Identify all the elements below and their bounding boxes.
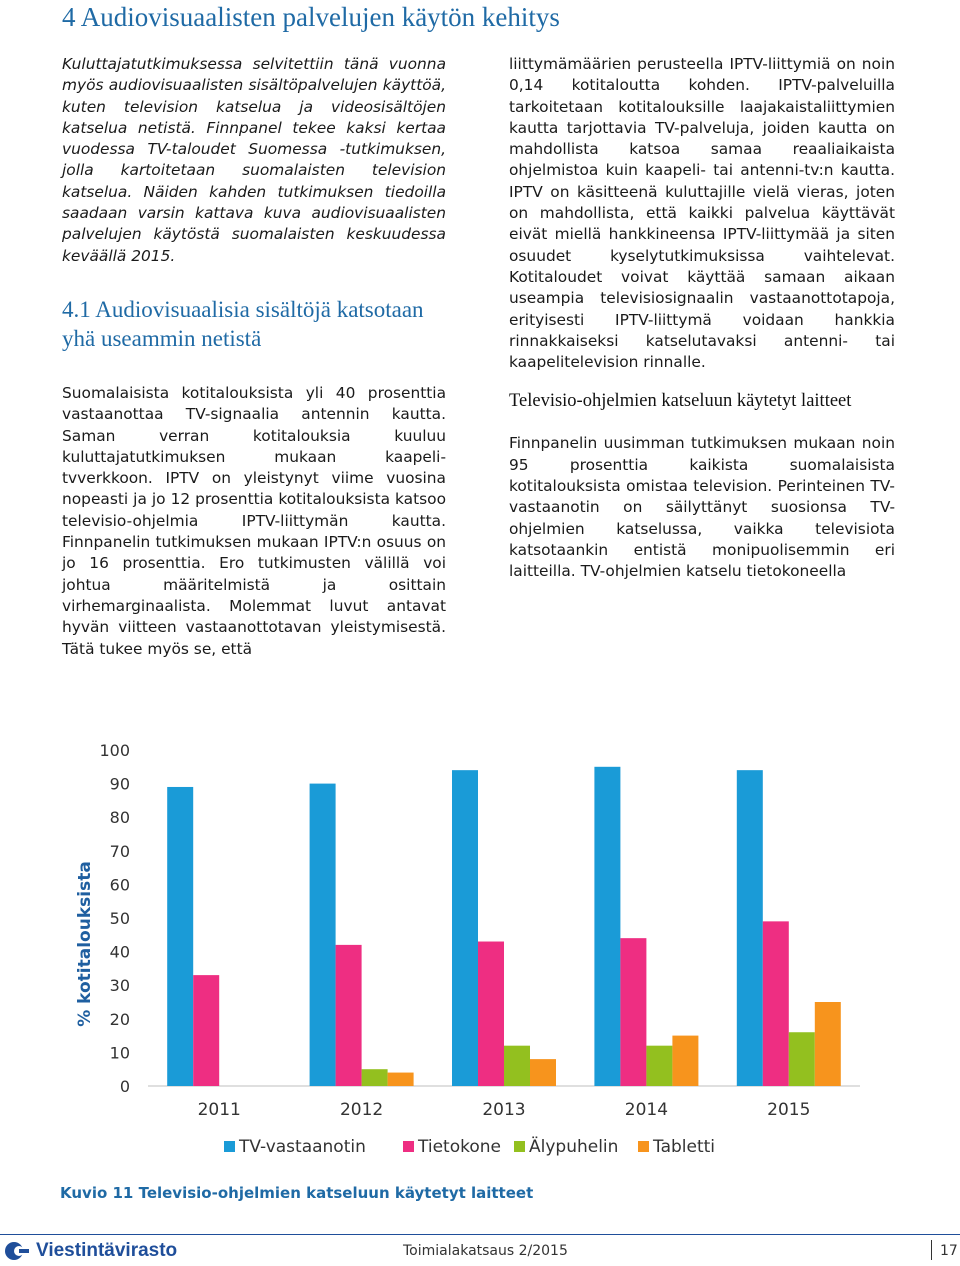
bar-tv-vastaanotin-2011 xyxy=(167,787,193,1086)
bar-tietokone-2015 xyxy=(763,921,789,1086)
legend-swatch xyxy=(224,1141,235,1152)
legend-label: TV-vastaanotin xyxy=(239,1137,366,1157)
figure-caption: Kuvio 11 Televisio-ohjelmien katseluun käytetyt laitteet xyxy=(60,1184,534,1202)
bar-tietokone-2013 xyxy=(478,942,504,1086)
bar-älypuhelin-2015 xyxy=(789,1032,815,1086)
bar-tabletti-2012 xyxy=(388,1073,414,1086)
y-tick-label: 20 xyxy=(109,1009,130,1029)
bar-tabletti-2014 xyxy=(672,1036,698,1086)
y-tick-label: 30 xyxy=(109,976,130,996)
logo xyxy=(4,1240,177,1262)
left-body-paragraph: Suomalaisista kotitalouksista yli 40 prosenttia vastaanottaa TV-signaalia antennin kautta. Saman verran kotitalouksia kuuluu kuluttajatutkimuksen mukaan kaapeli-tvverkkoon. IPTV on yleistynyt viime vuosina nopeasti ja jo 12 prosenttia kotitalouksista katsoo televisio-ohjelmia IPTV-liittymän kautta. Finnpanelin tutkimuksen mukaan IPTV:n osuus on jo 16 prosenttia. Ero tutkimusten välillä voi johtua määritelmistä ja osittain virhemarginaalista. Molemmat luvut antavat hyvän viitteen vastaanottotavan yleistymisestä. Tätä tukee myös se, että xyxy=(62,383,446,658)
y-tick-label: 10 xyxy=(109,1043,130,1063)
bar-älypuhelin-2012 xyxy=(362,1069,388,1086)
section-subheading: 4.1 Audiovisuaalisia sisältöjä katsotaan yhä useammin netistä xyxy=(62,296,424,351)
bar-tabletti-2013 xyxy=(530,1059,556,1086)
x-tick-label: 2013 xyxy=(482,1100,526,1120)
legend-swatch xyxy=(403,1141,414,1152)
x-tick-label: 2011 xyxy=(197,1100,241,1120)
devices-subheading: Televisio-ohjelmien katseluun käytetyt laitteet xyxy=(509,391,852,412)
bar-tv-vastaanotin-2012 xyxy=(310,784,336,1086)
x-tick-label: 2012 xyxy=(339,1100,384,1120)
y-tick-label: 0 xyxy=(119,1077,130,1096)
left-column xyxy=(62,54,446,660)
y-tick-label: 70 xyxy=(109,841,130,861)
bar-tietokone-2011 xyxy=(193,975,219,1086)
bar-älypuhelin-2013 xyxy=(504,1046,530,1086)
legend-label: Tabletti xyxy=(653,1137,716,1157)
logo-text: Viestintävirasto xyxy=(36,1240,178,1261)
page-heading: 4 Audiovisuaalisten palvelujen käytön kehitys xyxy=(62,2,560,32)
right-body-paragraph-1: liittymämäärien perusteella IPTV-liittymiä on noin 0,14 kotitaloutta kohden. IPTV-palveluilla tarkoitetaan kotitalouksille laajakaistaliittymien kautta tarjottavia TV-palveluja, joiden kautta on mahdollista katsoa samaa reaaliaikaista ohjelmistoa kuin kaapeli- tai antenni-tv:n kautta. IPTV on käsitteenä kuluttajille vielä vieras, joten on mahdollista, että kaikki palvelua käyttävät eivät miellä hankkineensa IPTV-liittymää ja siten osuudet kyselytutkimuksissa vaihtelevat. Kotitaloudet voivat käyttää samaan aikaan useampia televisiosignaalin vastaanottotapoja, erityisesti IPTV-liittymä voidaan hankkia rinnakkaiseksi katselutavaksi antenni- tai kaapelitelevision rinnalle. xyxy=(509,55,895,372)
right-column xyxy=(509,54,895,583)
bar-tv-vastaanotin-2014 xyxy=(594,767,620,1086)
x-tick-label: 2015 xyxy=(767,1100,811,1120)
y-tick-label: 80 xyxy=(109,808,130,828)
bar-tietokone-2012 xyxy=(336,945,362,1086)
x-tick-label: 2014 xyxy=(624,1100,669,1120)
page-number-separator xyxy=(931,1240,932,1260)
y-tick-label: 50 xyxy=(109,909,130,928)
bar-tietokone-2014 xyxy=(620,938,646,1086)
intro-paragraph: Kuluttajatutkimuksessa selvitettiin tänä vuonna myös audiovisuaalisten sisältöpalvelujen käyttöä, kuten television katselua ja videosisältöjen katselua netistä. Finnpanel tekee kaksi kertaa vuodessa TV-taloudet Suomessa -tutkimuksen, jolla kartoitetaan suomalaisten television katselua. Näiden kahden tutkimuksen tiedoilla saadaan varsin kattava kuva audiovisuaalisten palvelujen käytöstä suomalaisten keskuudessa keväällä 2015. xyxy=(62,55,446,265)
y-tick-label: 60 xyxy=(109,875,130,895)
footer-divider xyxy=(0,1234,960,1235)
legend-swatch xyxy=(514,1141,525,1152)
bar-älypuhelin-2014 xyxy=(646,1046,672,1086)
legend-label: Tietokone xyxy=(418,1137,501,1157)
page-number: 17 xyxy=(940,1243,958,1259)
publication-name: Toimialakatsaus 2/2015 xyxy=(403,1243,568,1259)
y-tick-label: 90 xyxy=(109,774,130,794)
bar-tabletti-2015 xyxy=(815,1002,841,1086)
legend-swatch xyxy=(638,1141,649,1152)
bar-tv-vastaanotin-2015 xyxy=(737,770,763,1086)
legend-label: Älypuhelin xyxy=(529,1137,619,1157)
right-body-paragraph-2: Finnpanelin uusimman tutkimuksen mukaan noin 95 prosenttia kaikista suomalaisista kotitalouksista omistaa television. Perinteinen TV-vastaanotin on säilyttänyt suosionsa TV-ohjelmien katselussa, vaikka televisiota katsotaankin entistä monipuolisemmin eri laitteilla. TV-ohjelmien katselu tietokoneella xyxy=(509,434,895,581)
devices-bar-chart xyxy=(60,732,860,1172)
logo-mark-icon xyxy=(4,1240,30,1262)
bar-tv-vastaanotin-2013 xyxy=(452,770,478,1086)
y-tick-label: 40 xyxy=(109,942,130,962)
y-axis-label: % kotitalouksista xyxy=(75,861,95,1027)
y-tick-label: 100 xyxy=(99,741,130,760)
